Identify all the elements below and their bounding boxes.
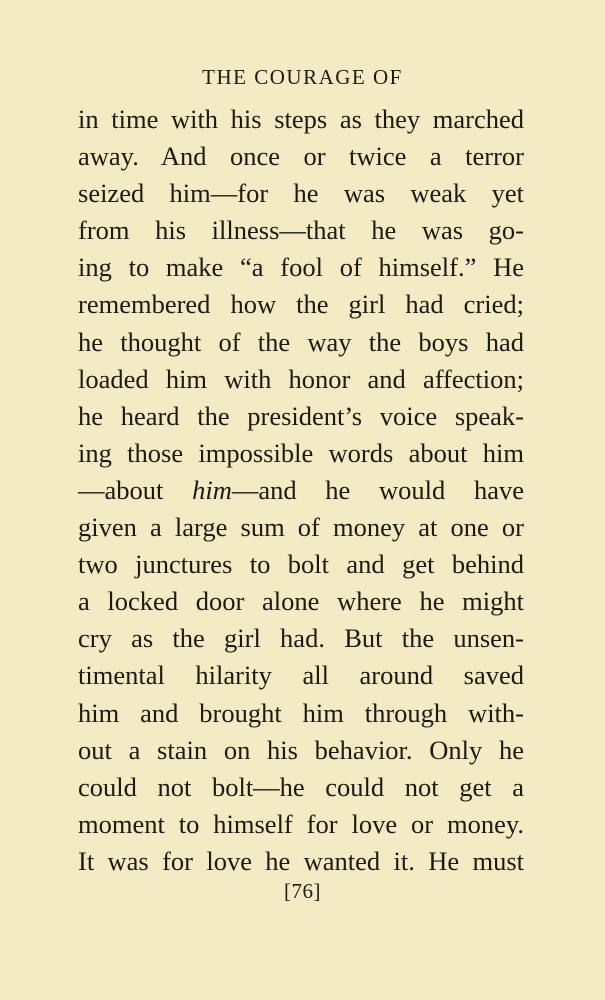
text-line: two junctures to bolt and get behind [78, 549, 524, 580]
text-line: he heard the president’s voice speak- [78, 400, 524, 431]
text-line: from his illness—that he was go- [78, 215, 524, 246]
text-line: in time with his steps as they marched [78, 104, 524, 134]
text-line: It was for love he wanted it. He must [78, 845, 524, 876]
text-line: could not bolt—he could not get a [78, 771, 524, 802]
text-line: ing to make “a fool of himself.” He [78, 252, 524, 283]
text-segment: —about [78, 474, 193, 505]
text-line: timental hilarity all around saved [78, 660, 524, 691]
running-head: THE COURAGE OF [202, 65, 403, 89]
text-line-with-italic [78, 472, 524, 509]
text-line: him and brought him through with- [78, 697, 524, 728]
text-line: given a large sum of money at one or [78, 512, 524, 543]
text-line: moment to himself for love or money. [78, 808, 524, 839]
page-number: [76] [284, 879, 321, 903]
body-text [78, 101, 524, 880]
italic-word: him [192, 474, 232, 505]
text-segment: —and he would have [231, 474, 524, 505]
text-line: he thought of the way the boys had [78, 326, 524, 357]
text-line: out a stain on his behavior. Only he [78, 734, 524, 765]
text-line: seized him—for he was weak yet [78, 178, 524, 209]
text-line: remembered how the girl had cried; [78, 289, 524, 320]
text-line: ing those impossible words about him [78, 437, 524, 468]
text-line: cry as the girl had. But the unsen- [78, 623, 524, 654]
text-line: away. And once or twice a terror [78, 141, 524, 172]
text-line: a locked door alone where he might [78, 586, 524, 617]
text-line: loaded him with honor and affection; [78, 363, 524, 394]
